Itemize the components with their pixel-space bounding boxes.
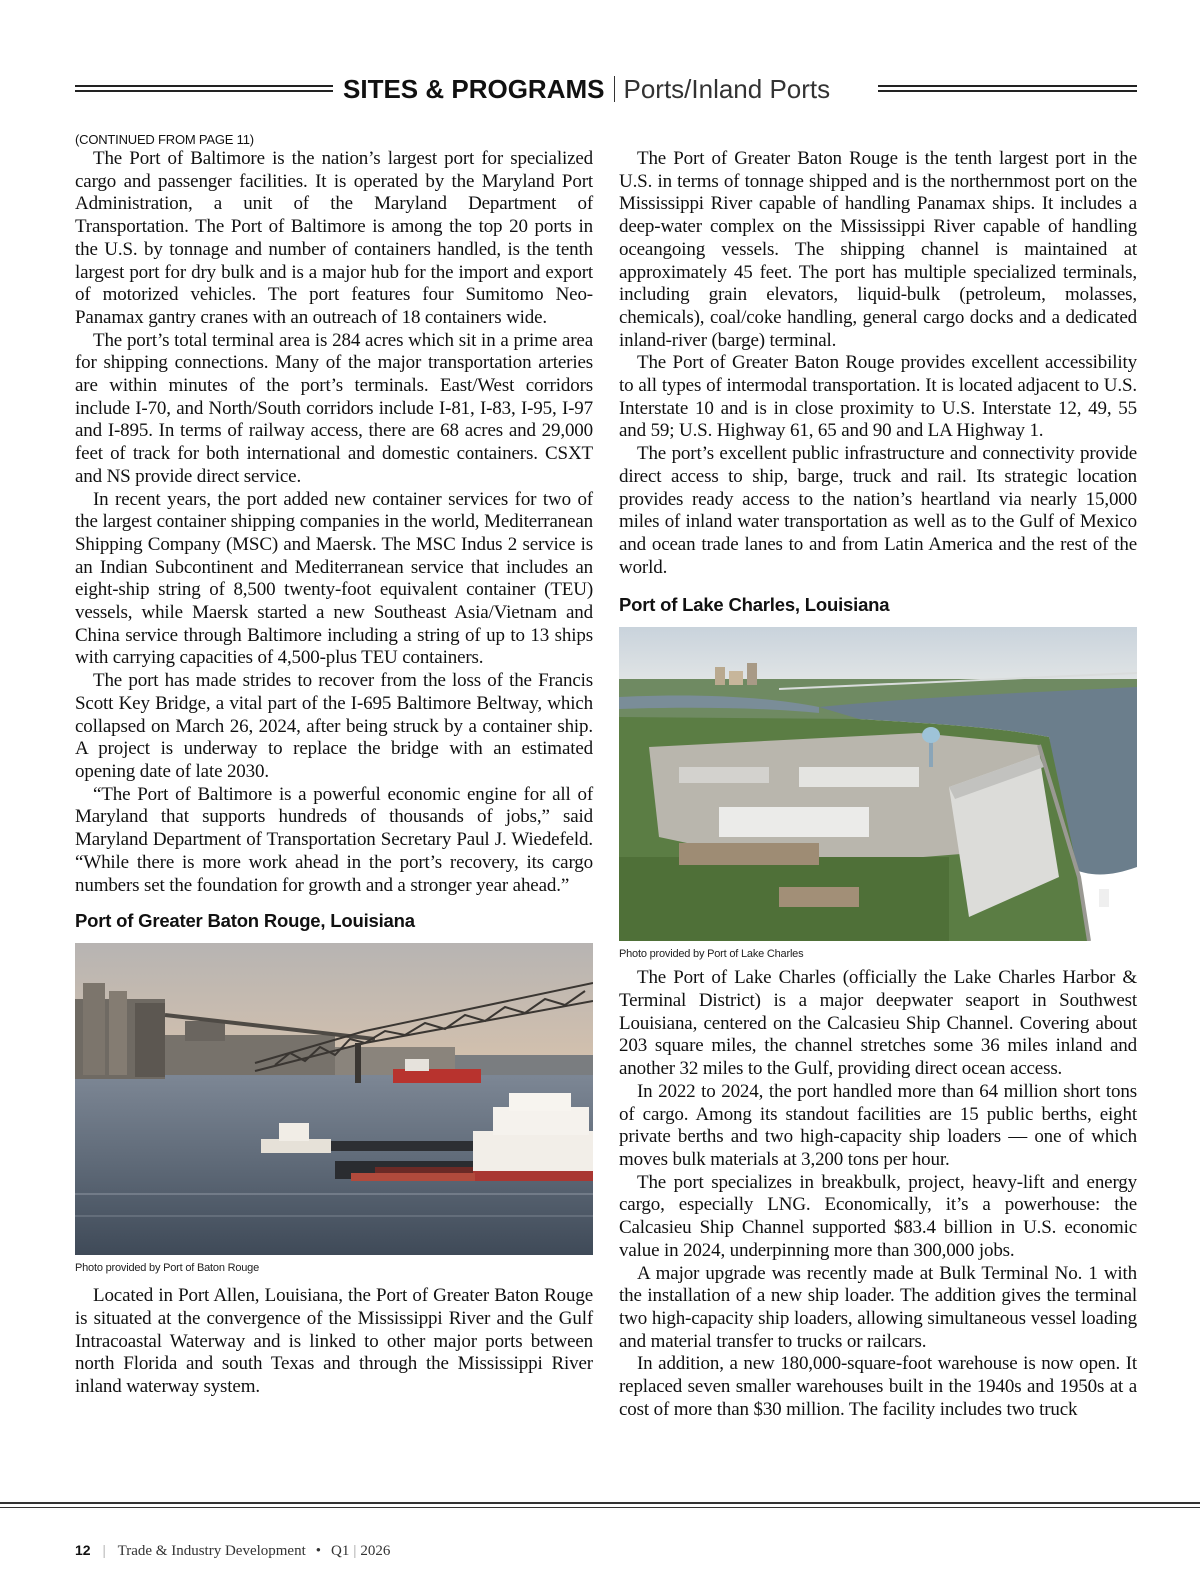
baton-rouge-paragraph-3: The Port of Greater Baton Rouge provides excellent accessibility to all types of intermodal transportation. It is located adjacent to U.S. Interstate 10 and is in close proximity to U.S. Interstate 12, 49, 55 and 59; U.S. Highway 61, 65 and 90 and LA Highway 1. [619,352,1137,442]
baton-rouge-paragraph-2: The Port of Greater Baton Rouge is the tenth largest port in the U.S. in terms of tonnage shipped and is the northernmost port on the Mississippi River capable of handling Panamax ships. It includes a deep-water complex on the Mississippi River capable of handling oceangoing vessels. The shipping channel is maintained at approximately 45 feet. The port has multiple specialized terminals, including grain elevators, liquid-bulk (petroleum, molasses, chemicals), coal/coke handling, general cargo docks and a dedicated inland-river (barge) terminal. [619,148,1137,351]
subsection-name: Ports/Inland Ports [623,74,831,104]
footer-separator: | [102,1543,106,1559]
footer-separator-2: | [353,1543,357,1559]
photo-baton-rouge [75,943,593,1255]
footer-bullet: • [315,1543,322,1559]
page-number: 12 [75,1542,91,1558]
lake-charles-paragraph-5: In addition, a new 180,000-square-foot warehouse is now open. It replaced seven smaller warehouses built in the 1940s and 1950s at a cost of more than $30 million. The facility includes two truck [619,1353,1137,1420]
section-header [75,70,1137,110]
title-separator [614,76,615,102]
header-rule-right [878,85,1137,92]
photo-lake-charles [619,627,1137,941]
heading-baton-rouge: Port of Greater Baton Rouge, Louisiana [75,910,415,932]
photo-credit-lake-charles: Photo provided by Port of Lake Charles [619,948,804,961]
lake-charles-paragraph-3: The port specializes in breakbulk, project, heavy-lift and energy cargo, especially LNG. Economically, it’s a powerhouse: the Calcasieu Ship Channel supported $83.4 billion in U.S. economic value in 2024, underpinning more than 300,000 jobs. [619,1171,1137,1261]
section-title [343,70,830,108]
heading-lake-charles: Port of Lake Charles, Louisiana [619,594,890,616]
photo-credit-baton-rouge: Photo provided by Port of Baton Rouge [75,1262,260,1275]
lake-charles-paragraph-1: The Port of Lake Charles (officially the Lake Charles Harbor & Terminal District) is a major deepwater seaport in Southwest Louisiana, centered on the Calcasieu Ship Channel. Covering about 203 square miles, the channel stretches some 36 miles inland and another 32 miles to the Gulf, providing direct ocean access. [619,967,1137,1080]
baton-rouge-paragraph-1: Located in Port Allen, Louisiana, the Port of Greater Baton Rouge is situated at the convergence of the Mississippi River and the Gulf Intracoastal Waterway and is linked to other major ports between north Florida and south Texas and through the Mississippi River inland waterway system. [75,1285,593,1398]
publication-name: Trade & Industry Development [117,1543,306,1559]
left-column [75,131,593,1399]
baltimore-paragraph-1: The Port of Baltimore is the nation’s largest port for specialized cargo and passenger facilities. It is operated by the Maryland Port Administration, a unit of the Maryland Department of Transportation. The Port of Baltimore is among the top 20 ports in the U.S. by tonnage and number of containers handled, is the tenth largest port for dry bulk and is a major hub for the import and export of motorized vehicles. The port features four Sumitomo Neo-Panamax gantry cranes with an outreach of 18 containers wide. [75,148,593,328]
lake-charles-aerial-illustration [619,627,1137,941]
section-name: SITES & PROGRAMS [343,74,605,104]
lake-charles-paragraph-2: In 2022 to 2024, the port handled more than 64 million short tons of cargo. Among its standout facilities are 15 public berths, eight private berths and two high-capacity ship loaders — one of which moves bulk materials at 3,200 tons per hour. [619,1080,1137,1170]
lake-charles-paragraph-4: A major upgrade was recently made at Bulk Terminal No. 1 with the installation of a new ship loader. The addition gives the terminal two high-capacity ship loaders, allowing simultaneous vessel loading and material transfer to trucks or railcars. [619,1262,1137,1352]
baltimore-paragraph-5: “The Port of Baltimore is a powerful economic engine for all of Maryland that supports hundreds of thousands of jobs,” said Maryland Department of Transportation Secretary Paul J. Wiedefeld. “While there is more work ahead in the port’s recovery, its cargo numbers set the foundation for growth and a stronger year ahead.” [75,783,593,896]
baton-rouge-river-illustration [75,943,593,1255]
baltimore-paragraph-4: The port has made strides to recover from the loss of the Francis Scott Key Bridge, a vital part of the I-695 Baltimore Beltway, which collapsed on March 26, 2024, after being struck by a container ship. A project is underway to replace the bridge with an estimated opening date of late 2030. [75,670,593,782]
footer-rule [0,1502,1200,1508]
issue-year: 2026 [360,1543,391,1559]
continued-note: (CONTINUED FROM PAGE 11) [75,132,254,147]
issue-quarter: Q1 [331,1543,350,1559]
right-column [619,148,1137,1421]
header-rule-left [75,85,333,92]
baltimore-paragraph-2: The port’s total terminal area is 284 acres which sit in a prime area for shipping connections. Many of the major transportation arteries are within minutes of the port’s terminals. East/West corridors include I-70, and North/South corridors include I-81, I-83, I-95, I-97 and I-895. In terms of railway access, there are 68 acres and 29,000 feet of track for both international and domestic containers. CSXT and NS provide direct service. [75,329,593,487]
baltimore-paragraph-3: In recent years, the port added new container services for two of the largest container shipping companies in the world, Mediterranean Shipping Company (MSC) and Maersk. The MSC Indus 2 service is an Indian Subcontinent and Mediterranean service that includes an eight-ship string of 8,500 twenty-foot equivalent container (TEU) vessels, while Maersk started a new Southeast Asia/Vietnam and China service through Baltimore including a string of up to 13 ships with carrying capacities of 4,500-plus TEU containers. [75,488,593,669]
page-footer [75,1542,390,1560]
baton-rouge-paragraph-4: The port’s excellent public infrastructure and connectivity provide direct access to ship, barge, truck and rail. Its strategic location provides ready access to the nation’s heartland via nearly 15,000 miles of inland water transportation as well as to the Gulf of Mexico and ocean trade lanes to and from Latin America and the rest of the world. [619,443,1137,578]
